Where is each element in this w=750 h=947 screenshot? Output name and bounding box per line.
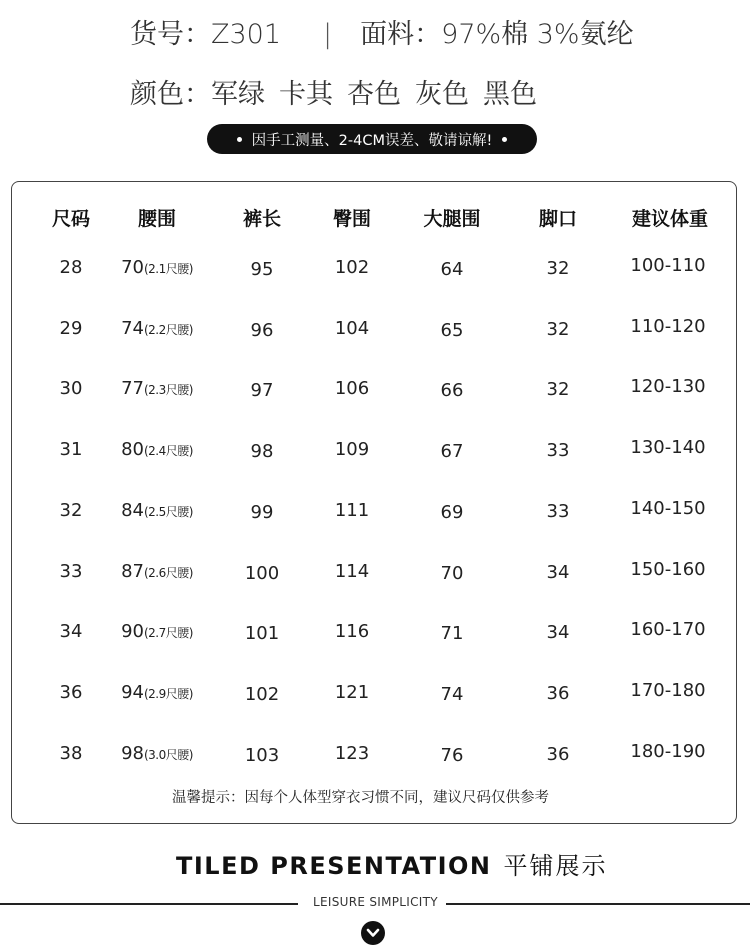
cell-waist-value: 90: [121, 621, 144, 642]
cell-weight: 170-180: [630, 680, 706, 701]
fabric-info: 面料：97%棉 3%氨纶: [360, 19, 634, 50]
cell-hem: 33: [546, 440, 570, 461]
cell-hem: 33: [546, 501, 570, 522]
cell-hem: 36: [546, 683, 570, 704]
section-heading: [176, 846, 608, 881]
cell-size: 32: [59, 500, 83, 521]
size-tip: 温馨提示：因每个人体型穿衣习惯不同，建议尺码仅供参考: [172, 790, 549, 806]
cell-waist-note: (2.1尺腰): [143, 262, 193, 276]
cell-length: 101: [244, 623, 280, 644]
color-list: [211, 79, 551, 110]
cell-hip: 106: [334, 378, 370, 399]
cell-length: 98: [250, 441, 274, 462]
cell-waist: [121, 318, 193, 339]
cell-hip: 109: [334, 439, 370, 460]
divider-left: [0, 903, 298, 905]
cell-size: 33: [59, 561, 83, 582]
cell-hem: 32: [546, 319, 570, 340]
cell-length: 100: [244, 563, 280, 584]
cell-size: 31: [59, 439, 83, 460]
cell-hem: 34: [546, 622, 570, 643]
cell-weight: 150-160: [630, 559, 706, 580]
cell-weight: 120-130: [630, 376, 706, 397]
column-header-size: 尺码: [51, 208, 91, 230]
cell-weight: 110-120: [630, 316, 706, 337]
chevron-down-circle-icon[interactable]: [361, 921, 385, 945]
color-options-line: [130, 72, 551, 111]
cell-waist-note: (2.5尺腰): [143, 505, 193, 519]
cell-waist: [121, 378, 193, 399]
color-option: 卡其: [279, 79, 333, 110]
cell-waist-value: 94: [121, 682, 144, 703]
cell-waist-value: 84: [121, 500, 144, 521]
section-title-en: TILED PRESENTATION: [176, 852, 492, 880]
cell-size: 36: [59, 682, 83, 703]
info-separator: |: [323, 19, 333, 50]
cell-waist: [121, 743, 193, 764]
color-option: 杏色: [347, 79, 401, 110]
color-option: 灰色: [415, 79, 469, 110]
cell-waist-value: 70: [121, 257, 144, 278]
cell-weight: 100-110: [630, 255, 706, 276]
item-number: 货号：Z301: [130, 19, 282, 50]
cell-thigh: 67: [440, 441, 464, 462]
cell-waist-note: (2.4尺腰): [143, 444, 193, 458]
size-chart-frame: [11, 181, 737, 824]
cell-size: 30: [59, 378, 83, 399]
cell-waist: [121, 621, 193, 642]
section-subtitle: LEISURE SIMPLICITY: [313, 895, 438, 909]
cell-thigh: 69: [440, 502, 464, 523]
cell-size: 38: [59, 743, 83, 764]
chevron-down-icon: [366, 928, 380, 938]
cell-waist-value: 77: [121, 378, 144, 399]
section-title-cn: 平铺展示: [503, 852, 608, 880]
cell-waist-note: (2.6尺腰): [143, 566, 193, 580]
cell-size: 28: [59, 257, 83, 278]
column-header-hem: 脚口: [538, 208, 578, 230]
cell-thigh: 71: [440, 623, 464, 644]
column-header-waist: 腰围: [137, 208, 177, 230]
cell-hip: 111: [334, 500, 370, 521]
cell-waist: [121, 561, 193, 582]
cell-waist-note: (2.2尺腰): [143, 323, 193, 337]
cell-waist-note: (2.3尺腰): [143, 383, 193, 397]
column-header-hip: 臀围: [332, 208, 372, 230]
cell-waist-note: (2.7尺腰): [143, 626, 193, 640]
bullet-dot-icon: [237, 137, 242, 142]
cell-waist: [121, 682, 193, 703]
cell-hem: 32: [546, 379, 570, 400]
cell-waist-note: (2.9尺腰): [143, 687, 193, 701]
cell-hip: 123: [334, 743, 370, 764]
notice-text: 因手工测量、2-4CM误差、敬请谅解!: [251, 132, 493, 149]
cell-waist-value: 80: [121, 439, 144, 460]
divider-right: [446, 903, 750, 905]
cell-hip: 104: [334, 318, 370, 339]
cell-thigh: 70: [440, 563, 464, 584]
cell-length: 97: [250, 380, 274, 401]
cell-weight: 130-140: [630, 437, 706, 458]
cell-thigh: 66: [440, 380, 464, 401]
cell-waist-value: 74: [121, 318, 144, 339]
cell-length: 96: [250, 320, 274, 341]
color-option: 黑色: [483, 79, 537, 110]
cell-thigh: 65: [440, 320, 464, 341]
cell-hem: 36: [546, 744, 570, 765]
cell-weight: 160-170: [630, 619, 706, 640]
column-header-length: 裤长: [242, 208, 282, 230]
cell-size: 29: [59, 318, 83, 339]
cell-waist-value: 98: [121, 743, 144, 764]
cell-waist: [121, 257, 193, 278]
cell-hem: 34: [546, 562, 570, 583]
cell-thigh: 64: [440, 259, 464, 280]
cell-weight: 180-190: [630, 741, 706, 762]
cell-waist: [121, 500, 193, 521]
cell-thigh: 74: [440, 684, 464, 705]
cell-waist-note: (3.0尺腰): [143, 748, 193, 762]
cell-length: 95: [250, 259, 274, 280]
color-option: 军绿: [211, 79, 265, 110]
measurement-notice: [207, 124, 537, 154]
cell-hip: 121: [334, 682, 370, 703]
product-info-line: [130, 12, 634, 51]
cell-waist: [121, 439, 193, 460]
bullet-dot-icon: [502, 137, 507, 142]
cell-waist-value: 87: [121, 561, 144, 582]
cell-thigh: 76: [440, 745, 464, 766]
cell-length: 102: [244, 684, 280, 705]
cell-size: 34: [59, 621, 83, 642]
cell-hip: 114: [334, 561, 370, 582]
cell-length: 99: [250, 502, 274, 523]
colors-label: 颜色：: [130, 79, 211, 110]
cell-hip: 102: [334, 257, 370, 278]
column-header-thigh: 大腿围: [423, 208, 481, 230]
column-header-weight: 建议体重: [631, 208, 709, 230]
cell-weight: 140-150: [630, 498, 706, 519]
cell-length: 103: [244, 745, 280, 766]
cell-hem: 32: [546, 258, 570, 279]
cell-hip: 116: [334, 621, 370, 642]
